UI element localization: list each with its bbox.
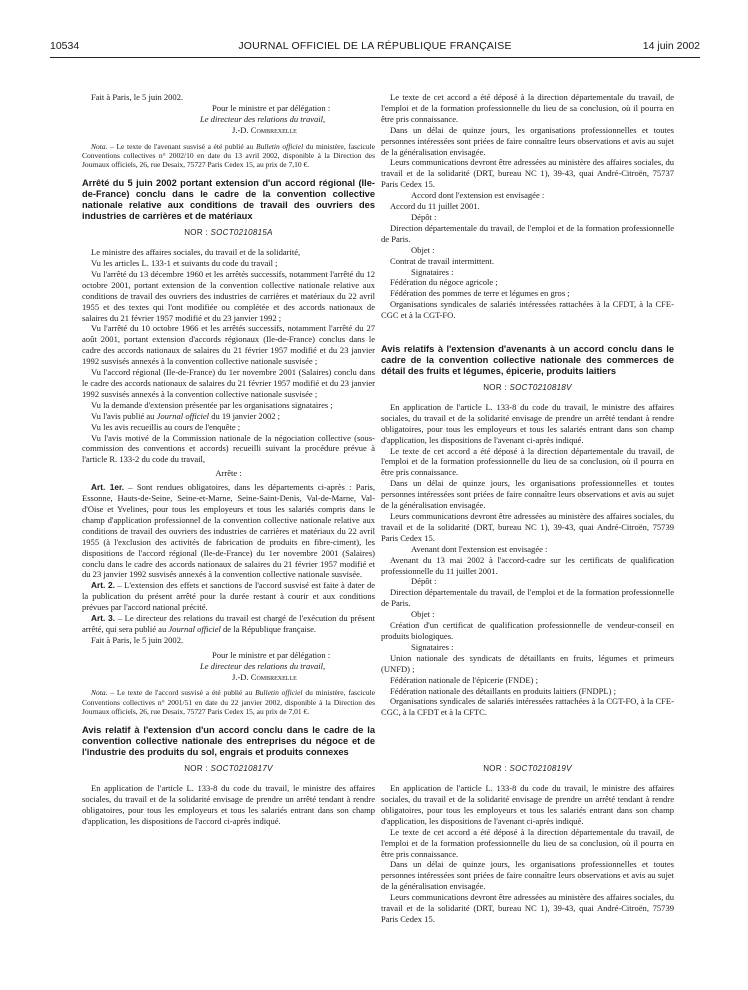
article-3: Art. 3. – Le directeur des relations du travail est chargé de l'exécution du présent arrêté, qui sera publié au Journal officiel de la République française.: [82, 613, 376, 634]
signature-title: Le directeur des relations du travail,: [200, 660, 326, 671]
section-label: Dépôt :: [411, 576, 437, 587]
body-paragraph: Vu les avis recueillis au cours de l'enquête ;: [91, 421, 241, 432]
body-paragraph: Vu les articles L. 133-1 et suivants du code du travail ;: [91, 258, 278, 269]
body-paragraph: Avenant du 13 mai 2002 à l'accord-cadre sur les certificats de qualification professionnelle du 11 juillet 2001.: [381, 554, 674, 576]
spacer: [381, 321, 674, 335]
section-label: Objet :: [411, 609, 435, 620]
body-paragraph: Union nationale des syndicats de détaillants en fruits, légumes et primeurs (UNFD) ;: [381, 652, 674, 674]
body-paragraph: Direction départementale du travail, de l'emploi et de la formation professionnelle de Paris.: [381, 587, 674, 609]
avis-title: Avis relatif à l'extension d'un accord conclu dans le cadre de la convention collective nationale des entreprises du négoce et de l'industrie des produits du sol, engrais et produits connexes: [82, 725, 375, 758]
body-paragraph: Le texte de cet accord a été déposé à la direction départementale du travail, de l'emploi et de la formation professionnelle du lieu de sa conclusion, où il pourra en être pris connaissance.: [381, 445, 674, 478]
section-label: Objet :: [411, 244, 435, 255]
nor-reference: NOR : SOCT0210819V: [483, 764, 572, 774]
section-label: Dépôt :: [411, 211, 437, 222]
article-2: Art. 2. – L'extension des effets et sanctions de l'accord susvisé est faite à dater de la publication du présent arrêté pour la durée restant à courir et aux conditions prévues par l'accord national précité.: [82, 580, 376, 613]
arrete-title: Arrêté du 5 juin 2002 portant extension d'un accord régional (Ile-de-France) conclu dans le cadre de la convention collective nationale relative aux conditions de travail des ouvriers des industries de carrières et de matériaux: [82, 178, 375, 222]
body-paragraph: En application de l'article L. 133-8 du code du travail, le ministre des affaires sociales, du travail et de la solidarité envisage de prendre un arrêté tendant à rendre obligatoires, pour tous les employeurs et tous les salariés entrant dans son champ d'application, les dispositions de l'accord ci-après indiqué.: [82, 783, 375, 826]
header-rule: [50, 57, 700, 58]
body-paragraph: Fédération nationale des détaillants en produits laitiers (FNDPL) ;: [390, 685, 616, 696]
nor-reference: NOR : SOCT0210817V: [184, 764, 273, 774]
body-paragraph: Création d'un certificat de qualification professionnelle de vendeur-conseil en produits biologiques.: [381, 620, 674, 641]
issue-date: 14 juin 2002: [642, 40, 700, 52]
nota-paragraph: Nota. – Le texte de l'avenant susvisé a été publié au Bulletin officiel du ministère, fascicule Conventions collectives n° 2002/10 en date du 13 avril 2002, disponible à la Direction des Journaux officiels, 26, rue Desaix, 75727 Paris Cedex 15, au prix de 7,10 €.: [82, 141, 375, 170]
body-paragraph: Fédération du négoce agricole ;: [390, 277, 498, 288]
body-paragraph: Dans un délai de quinze jours, les organisations professionnelles et toutes personnes intéressées sont priées de faire connaître leurs observations et avis au sujet de la généralisation envisagée.: [381, 478, 674, 511]
body-paragraph: Le texte de cet accord a été déposé à la direction départementale du travail, de l'emploi et de la formation professionnelle du lieu de sa conclusion, où il pourra en être pris connaissance.: [381, 826, 674, 859]
body-paragraph: Dans un délai de quinze jours, les organisations professionnelles et toutes personnes intéressées sont priées de faire connaître leurs observations et avis au sujet de la généralisation envisagée.: [381, 124, 674, 157]
signature-line: Pour le ministre et par délégation :: [212, 649, 331, 660]
signature-name: J.-D. Combrexelle: [232, 671, 297, 682]
avis-title: Avis relatifs à l'extension d'avenants à un accord conclu dans le cadre de la convention collective nationale des commerces de détail des fruits et légumes, épicerie, produits laitiers: [381, 344, 674, 377]
signature-title: Le directeur des relations du travail,: [200, 113, 326, 124]
nota-paragraph: Nota. – Le texte de l'accord susvisé a été publié au Bulletin officiel du ministère, fascicule Conventions collectives n° 2001/51 en date du 22 janvier 2002, disponible à la Direction des Journaux officiels, 26, rue Desaix, 75727 Paris Cedex 15, au prix de 7,01 €.: [82, 688, 375, 716]
body-paragraph: Direction départementale du travail, de l'emploi et de la formation professionnelle de Paris.: [381, 222, 674, 244]
body-paragraph: Organisations syndicales de salariés intéressées rattachées à la CFDT, à la CFE-CGC et à la CGT-FO.: [381, 299, 674, 321]
body-paragraph: Accord du 11 juillet 2001.: [390, 201, 480, 212]
signature-place: Fait à Paris, le 5 juin 2002.: [91, 92, 184, 102]
section-label: Accord dont l'extension est envisagée :: [411, 190, 545, 201]
body-paragraph: Organisations syndicales de salariés intéressées rattachées à la CGT-FO, à la CFE-CGC, à la CFDT et à la CFTC.: [381, 696, 674, 718]
body-paragraph: Le texte de cet accord a été déposé à la direction départementale du travail, de l'emploi et de la formation professionnelle du lieu de sa conclusion, où il pourra en être pris connaissance.: [381, 92, 674, 124]
section-label: Avenant dont l'extension est envisagée :: [411, 543, 548, 554]
spacer: [381, 718, 674, 758]
body-paragraph: Leurs communications devront être adressées au ministère des affaires sociales, du travail et de la solidarité (DRT, bureau NC 1), 39-43, quai André-Citroën, 75737 Paris Cedex 15.: [381, 157, 674, 190]
body-paragraph: Vu l'arrêté du 10 octobre 1966 et les arrêtés successifs, notamment l'arrêté du 27 août 2001, portant extension d'accords régionaux (Ile-de-France) conclus dans le cadre des accords nationaux de salaires du 21 février 1957 modifié et du 23 janvier 1992 susvisés annexés à la convention collective nationale susvisée ;: [82, 323, 375, 367]
body-paragraph: Dans un délai de quinze jours, les organisations professionnelles et toutes personnes intéressées sont priées de faire connaître leurs observations et avis au sujet de la généralisation envisagée.: [381, 859, 674, 892]
section-label: Signataires :: [411, 641, 454, 652]
body-paragraph: En application de l'article L. 133-8 du code du travail, le ministre des affaires sociales, du travail et de la solidarité envisage de prendre un arrêté tendant à rendre obligatoires, pour tous les employeurs et tous les salariés entrant dans son champ d'application, les dispositions de l'avenant ci-après indiqué.: [381, 783, 674, 826]
body-paragraph: Fédération nationale de l'épicerie (FNDE) ;: [390, 674, 538, 685]
left-column: [82, 92, 375, 827]
body-paragraph: Vu l'avis motivé de la Commission nationale de la négociation collective (sous-commission des conventions et accords) recueilli suivant la procédure prévue à l'article R. 133-2 du code du travail,: [82, 432, 375, 465]
nor-reference: NOR : SOCT0210815A: [184, 228, 273, 238]
signature-line: Pour le ministre et par délégation :: [212, 102, 331, 113]
body-paragraph: Leurs communications devront être adressées au ministère des affaires sociales, du travail et de la solidarité (DRT, bureau NC 1), 39-43, quai André-Citroën, 75739 Paris Cedex 15.: [381, 892, 674, 924]
body-paragraph: Contrat de travail intermittent.: [390, 255, 494, 266]
journal-title: JOURNAL OFFICIEL DE LA RÉPUBLIQUE FRANÇAISE: [238, 40, 512, 52]
article-1: Art. 1er. – Sont rendues obligatoires, dans les départements ci-après : Paris, Essonne, Hauts-de-Seine, Seine-et-Marne, Seine-Saint-Denis, Val-de-Marne, Val-d'Oise et Yvelines, pour tous les employeurs et tous les salariés compris dans le champ d'application professionnel de la convention collective nationale relative aux conditions de travail des ouvriers des industries de carrières et matériaux du 22 avril 1955 (à l'exclusion des activités de fabrication de produits en fibre-ciment), les dispositions de l'accord régional (Ile-de-France) du 1er novembre 2001 (Salaires) conclu dans le cadre des accords nationaux de salaires du 21 février 1957 modifié et du 23 janvier 1992 susvisés annexés à la convention collective nationale susvisée.: [82, 482, 375, 580]
body-paragraph: Leurs communications devront être adressées au ministère des affaires sociales, du travail et de la solidarité (DRT, bureau NC 1), 39-43, quai André-Citroën, 75739 Paris Cedex 15.: [381, 511, 674, 543]
page-number: 10534: [50, 40, 80, 52]
right-column: [381, 92, 674, 925]
running-header: [50, 40, 700, 56]
body-paragraph: Le ministre des affaires sociales, du travail et de la solidarité,: [91, 247, 301, 258]
arrete-heading: Arrête :: [215, 468, 242, 479]
body-paragraph: Fédération des pommes de terre et légumes en gros ;: [390, 288, 570, 299]
nor-reference: NOR : SOCT0210818V: [483, 383, 572, 393]
signature-name: J.-D. Combrexelle: [232, 124, 297, 135]
section-label: Signataires :: [411, 266, 454, 277]
body-paragraph: Vu l'avis publié au Journal officiel du 19 janvier 2002 ;: [91, 410, 281, 421]
body-paragraph: Vu l'accord régional (Ile-de-France) du 1er novembre 2001 (Salaires) conclu dans le cadre des accords nationaux de salaires du 21 février 1957 modifié et du 23 janvier 1992 susvisés annexés à la convention collective nationale susvisée ;: [82, 367, 375, 399]
signature-place: Fait à Paris, le 5 juin 2002.: [91, 634, 184, 645]
body-paragraph: Vu la demande d'extension présentée par les organisations signataires ;: [91, 399, 333, 410]
body-paragraph: En application de l'article L. 133-8 du code du travail, le ministre des affaires sociales, du travail et de la solidarité envisage de prendre un arrêté tendant à rendre obligatoires, pour tous les employeurs et tous les salariés entrant dans son champ d'application, les dispositions de l'avenant ci-après indiqué.: [381, 401, 674, 445]
body-paragraph: Vu l'arrêté du 13 décembre 1960 et les arrêtés successifs, notamment l'arrêté du 12 octobre 2001, portant extension de la convention collective nationale relative aux conditions de travail des ouvriers des industries de carrières et matériaux du 22 avril 1955 et des textes qui l'ont modifiée ou complétée et des accords nationaux de salaires du 21 février 1957 modifié et du 23 janvier 1992 ;: [82, 268, 375, 323]
